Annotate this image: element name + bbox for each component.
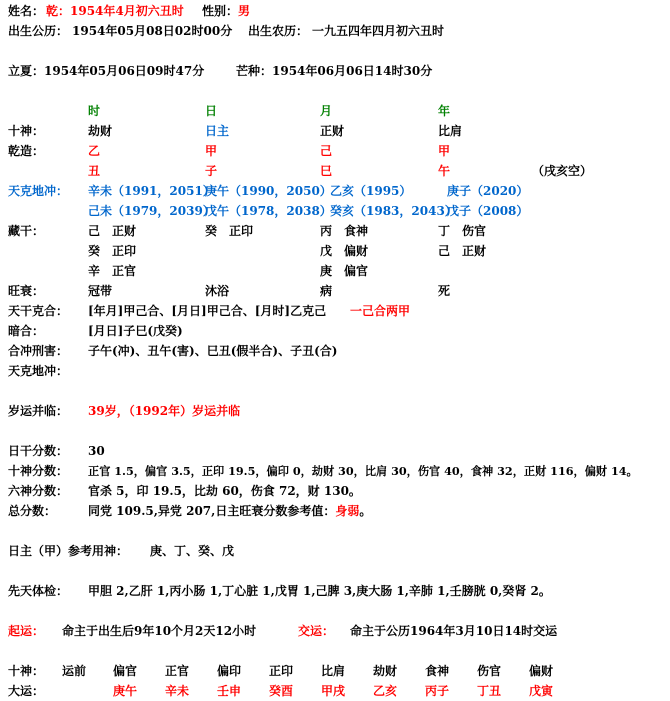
anhe-value: [月日]子巳(戊癸) xyxy=(88,324,183,338)
gender-value: 男 xyxy=(238,4,251,18)
tijian-label: 先天体检： xyxy=(8,584,69,598)
tkdc-r1-hour: 辛未（1991，2051） xyxy=(88,184,215,198)
canggan-hour-2: 癸 正印 xyxy=(88,244,137,258)
jiaoyun-label: 交运： xyxy=(298,624,335,638)
total-score-row xyxy=(88,503,371,519)
canggan-year-1: 丁 伤官 xyxy=(438,224,487,238)
hechong-value: 子午(冲)、丑午(害)、巳丑(假半合)、子丑(合) xyxy=(88,344,338,358)
stem-hour: 乙 xyxy=(88,144,101,158)
shishen-score-value: 正官 1.5，偏官 3.5，正印 19.5，偏印 0，劫财 30，比肩 30，伤官 40，食神 32，正财 116，偏财 14。 xyxy=(88,464,638,478)
dayun-shishen-3: 偏印 xyxy=(217,664,242,678)
jieqi-lixia: 立夏：1954年05月06日09时47分 xyxy=(8,64,205,78)
canggan-hour-3: 辛 正官 xyxy=(88,264,137,278)
solar-value: 1954年05月08日02时00分 xyxy=(72,24,233,38)
tiankedichong2-label: 天克地冲： xyxy=(8,364,69,378)
shishen-hour: 劫财 xyxy=(88,124,113,138)
branch-day: 子 xyxy=(205,164,218,178)
canggan-year-2: 己 正财 xyxy=(438,244,487,258)
anhe-label: 暗合： xyxy=(8,324,45,338)
wangshuai-hour: 冠带 xyxy=(88,284,113,298)
dayun-shishen-9: 偏财 xyxy=(529,664,554,678)
pillar-header-month: 月 xyxy=(320,104,333,118)
tiangan-label: 天干克合： xyxy=(8,304,69,318)
qiyun-label: 起运： xyxy=(8,624,45,638)
dayun-shishen-4: 正印 xyxy=(269,664,294,678)
pillar-header-hour: 时 xyxy=(88,104,101,118)
rigan-score-label: 日干分数： xyxy=(8,444,69,458)
kongwang: （戌亥空） xyxy=(532,164,593,178)
qianzao-label: 乾造： xyxy=(8,144,45,158)
canggan-month-3: 庚 偏官 xyxy=(320,264,369,278)
canggan-month-1: 丙 食神 xyxy=(320,224,369,238)
tiankedichong-label: 天克地冲： xyxy=(8,184,69,198)
suiyun-label: 岁运并临： xyxy=(8,404,69,418)
tijian-value: 甲胆 2,乙肝 1,丙小肠 1,丁心脏 1,戊胃 1,己脾 3,庚大肠 1,辛肺 1,壬膀胱 0,癸肾 2。 xyxy=(88,584,551,598)
pillar-header-day: 日 xyxy=(205,104,218,118)
shishen-month: 正财 xyxy=(320,124,345,138)
wangshuai-month: 病 xyxy=(320,284,333,298)
yongshen-label: 日主（甲）参考用神： xyxy=(8,544,129,558)
name-label: 姓名： xyxy=(8,4,45,18)
canggan-month-2: 戊 偏财 xyxy=(320,244,369,258)
canggan-label: 藏干： xyxy=(8,224,45,238)
branch-hour: 丑 xyxy=(88,164,101,178)
dayun-shishen-7: 食神 xyxy=(425,664,450,678)
dayun-shishen-2: 正官 xyxy=(165,664,190,678)
wangshuai-year: 死 xyxy=(438,284,451,298)
solar-label: 出生公历： xyxy=(8,24,69,38)
stem-month: 己 xyxy=(320,144,333,158)
tiangan-note: 一己合两甲 xyxy=(350,304,411,318)
yongshen-value: 庚、丁、癸、戊 xyxy=(150,544,235,558)
canggan-hour-1: 己 正财 xyxy=(88,224,137,238)
branch-month: 巳 xyxy=(320,164,333,178)
dayun-shishen-label: 十神： xyxy=(8,664,45,678)
dayun-label: 大运： xyxy=(8,684,45,698)
dayun-shishen-5: 比肩 xyxy=(321,664,346,678)
shishen-label: 十神： xyxy=(8,124,45,138)
tkdc-r2-day: 戊午（1978，2038） xyxy=(205,204,332,218)
tiangan-value: [年月]甲己合、[月日]甲己合、[月时]乙克己 xyxy=(88,304,327,318)
dayun-ganzhi-1: 辛未 xyxy=(165,684,190,698)
jiaoyun-value: 命主于公历1964年3月10日14时交运 xyxy=(350,624,558,638)
hechong-label: 合冲刑害： xyxy=(8,344,69,358)
tkdc-r2-month: 癸亥（1983，2043） xyxy=(330,204,457,218)
tkdc-r1-month: 乙亥（1995） xyxy=(330,184,412,198)
dayun-ganzhi-6: 丙子 xyxy=(425,684,450,698)
tkdc-r2-hour: 己未（1979，2039） xyxy=(88,204,215,218)
total-strength: 身弱 xyxy=(335,504,360,518)
stem-year: 甲 xyxy=(438,144,451,158)
total-score-value: 同党 109.5,异党 207,日主旺衰分数参考值： xyxy=(88,504,336,518)
canggan-day-1: 癸 正印 xyxy=(205,224,254,238)
tkdc-r2-year: 戊子（2008） xyxy=(447,204,529,218)
shishen-day: 日主 xyxy=(205,124,230,138)
jieqi-mangzhong: 芒种：1954年06月06日14时30分 xyxy=(236,64,433,78)
dayun-ganzhi-7: 丁丑 xyxy=(477,684,502,698)
shishen-score-label: 十神分数： xyxy=(8,464,69,478)
dayun-ganzhi-0: 庚午 xyxy=(113,684,138,698)
liushen-score-value: 官杀 5，印 19.5，比劫 60，伤食 72，财 130。 xyxy=(88,484,361,498)
suiyun-value: 39岁，（1992年）岁运并临 xyxy=(88,404,241,418)
pillar-header-year: 年 xyxy=(438,104,451,118)
dayun-ganzhi-3: 癸酉 xyxy=(269,684,294,698)
branch-year: 午 xyxy=(438,164,451,178)
wangshuai-label: 旺衰： xyxy=(8,284,45,298)
total-score-label: 总分数： xyxy=(8,504,57,518)
qiyun-value: 命主于出生后9年10个月2天12小时 xyxy=(62,624,257,638)
rigan-score-value: 30 xyxy=(88,444,105,458)
dayun-shishen-1: 偏官 xyxy=(113,664,138,678)
tkdc-r1-day: 庚午（1990，2050） xyxy=(205,184,332,198)
shishen-year: 比肩 xyxy=(438,124,463,138)
total-score-end: 。 xyxy=(359,504,372,518)
dayun-shishen-6: 劫财 xyxy=(373,664,398,678)
tkdc-r1-year: 庚子（2020） xyxy=(447,184,529,198)
lunar-label: 出生农历： xyxy=(248,24,309,38)
lunar-value: 一九五四年四月初六丑时 xyxy=(312,24,445,38)
gender-label: 性别： xyxy=(202,4,239,18)
dayun-shishen-8: 伤官 xyxy=(477,664,502,678)
name-value: 乾：1954年4月初六丑时 xyxy=(46,4,184,18)
liushen-score-label: 六神分数： xyxy=(8,484,69,498)
dayun-ganzhi-5: 乙亥 xyxy=(373,684,398,698)
dayun-ganzhi-2: 壬申 xyxy=(217,684,242,698)
dayun-ganzhi-8: 戊寅 xyxy=(529,684,554,698)
wangshuai-day: 沐浴 xyxy=(205,284,230,298)
stem-day: 甲 xyxy=(205,144,218,158)
dayun-ganzhi-4: 甲戌 xyxy=(321,684,346,698)
dayun-shishen-0: 运前 xyxy=(62,664,87,678)
